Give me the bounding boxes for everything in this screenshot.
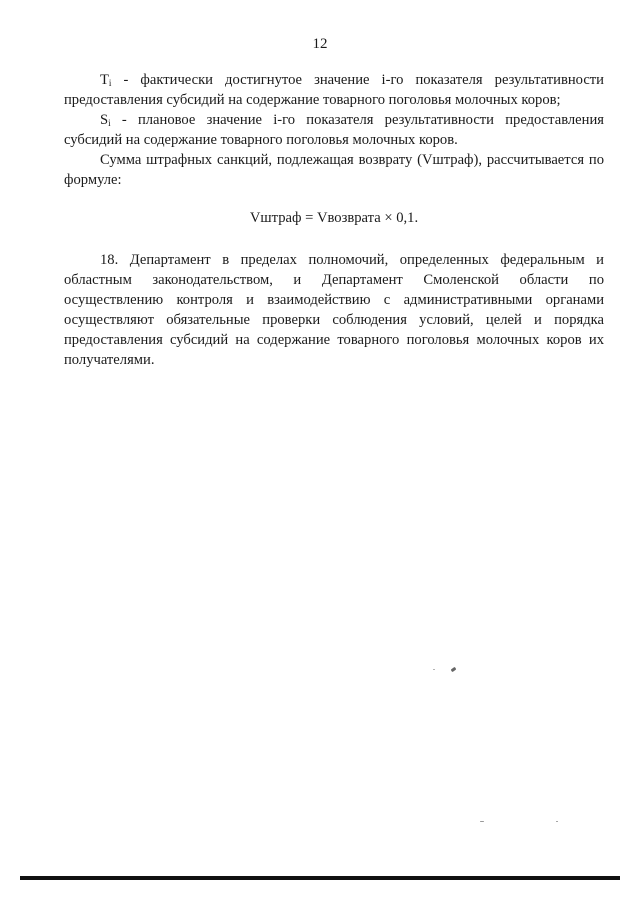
symbol-s: $S_i$ [100, 112, 111, 128]
scan-speck [480, 821, 484, 822]
clause-18: 18. Департамент в пределах полномочий, определенных федеральным и областным законодательством, и Департамент Смоленской области по осуществлению контроля и взаимодействию с административными органами осуществляют обязательные проверки соблюдения условий, целей и порядка предоставления субсидий на содержание товарного поголовья молочных коров их получателями. [64, 252, 604, 368]
penalty-formula: Vштраф = Vвозврата × 0,1. [249, 210, 419, 226]
scan-speck [451, 667, 457, 672]
scan-speck [433, 669, 435, 670]
document-body [64, 70, 604, 370]
symbol-t: $T_i$ [100, 72, 112, 88]
page-number: 12 [312, 36, 328, 52]
definition-t: $T_i$ - фактически достигнутое значение i-го показателя результативности предоставления субсидий на содержание товарного поголовья молочных коров; [64, 72, 604, 108]
definition-s: $S_i$ - плановое значение i-го показателя результативности предоставления субсидий на содержание товарного поголовья молочных коров. [64, 112, 604, 148]
scan-speck [556, 821, 558, 822]
footer-rule [20, 876, 620, 880]
penalty-intro: Сумма штрафных санкций, подлежащая возврату (Vштраф), рассчитывается по формуле: [64, 152, 604, 188]
